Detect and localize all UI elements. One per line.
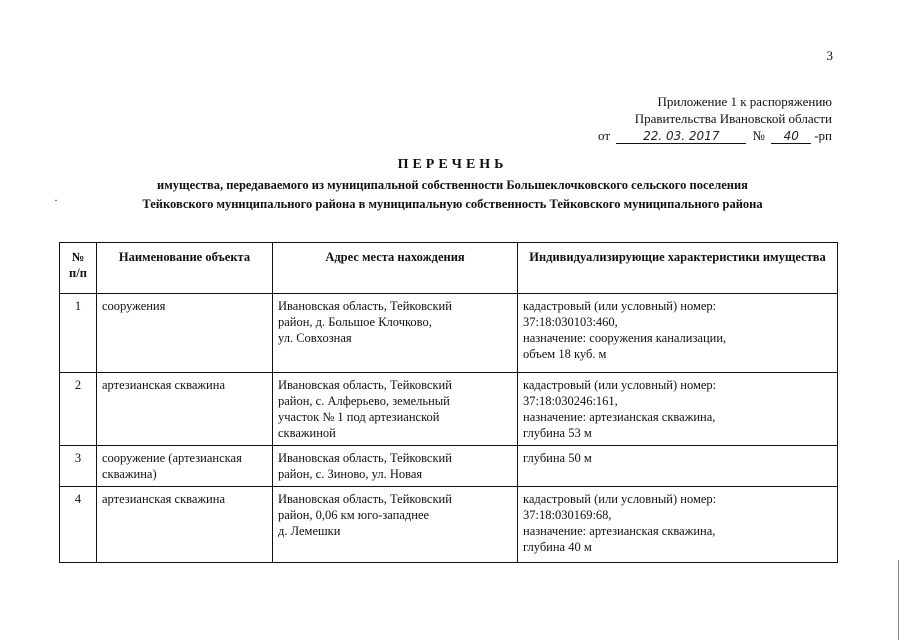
address-line: Ивановская область, Тейковский <box>278 299 452 313</box>
order-suffix: -рп <box>814 128 832 143</box>
header-characteristics: Индивидуализирующие характеристики имущества <box>518 243 838 294</box>
handwritten-number: 40 <box>771 130 811 144</box>
characteristic-line: объем 18 куб. м <box>523 347 607 361</box>
scan-dot-mark: · <box>54 193 58 207</box>
address-line: район, с. Зиново, ул. Новая <box>278 467 423 481</box>
characteristic-line: назначение: артезианская скважина, <box>523 410 716 424</box>
row-name: сооружение (артезианская скважина) <box>97 446 273 487</box>
row-characteristics <box>518 446 838 487</box>
row-address <box>273 373 518 446</box>
address-line: Ивановская область, Тейковский <box>278 451 452 465</box>
handwritten-date: 22. 03. 2017 <box>616 130 746 144</box>
characteristic-line: 37:18:030103:460, <box>523 315 618 329</box>
address-line: ул. Совхозная <box>278 331 352 345</box>
characteristic-line: назначение: артезианская скважина, <box>523 524 716 538</box>
order-reference <box>598 127 832 144</box>
address-line: Ивановская область, Тейковский <box>278 492 452 506</box>
header-num: № п/п <box>60 243 97 294</box>
row-num: 2 <box>60 373 97 446</box>
row-num: 1 <box>60 294 97 373</box>
address-line: д. Лемешки <box>278 524 341 538</box>
appendix-block <box>532 93 832 144</box>
order-prefix: от <box>598 128 611 143</box>
document-title: ПЕРЕЧЕНЬ <box>397 157 508 172</box>
table-row <box>60 373 838 446</box>
characteristic-line: 37:18:030169:68, <box>523 508 612 522</box>
address-line: район, 0,06 км юго-западнее <box>278 508 430 522</box>
table-header-row <box>60 243 838 294</box>
row-name: артезианская скважина <box>97 487 273 563</box>
row-name: сооружения <box>97 294 273 373</box>
table-row <box>60 487 838 563</box>
address-line: район, д. Большое Клочково, <box>278 315 432 329</box>
characteristic-line: кадастровый (или условный) номер: <box>523 378 717 392</box>
address-line: Ивановская область, Тейковский <box>278 378 452 392</box>
order-number-label: № <box>752 128 765 143</box>
header-name: Наименование объекта <box>97 243 273 294</box>
page-number: 3 <box>826 48 833 63</box>
document-subtitle <box>0 176 905 214</box>
row-address <box>273 446 518 487</box>
characteristic-line: кадастровый (или условный) номер: <box>523 299 717 313</box>
table-row <box>60 446 838 487</box>
characteristic-line: назначение: сооружения канализации, <box>523 331 727 345</box>
address-line: район, с. Алферьево, земельный <box>278 394 450 408</box>
address-line: участок № 1 под артезианской <box>278 410 440 424</box>
characteristic-line: глубина 53 м <box>523 426 592 440</box>
subtitle-line-2: Тейковского муниципального района в муниципальную собственность Тейковского муниципального района <box>142 197 763 211</box>
row-address <box>273 294 518 373</box>
characteristic-line: глубина 40 м <box>523 540 592 554</box>
characteristic-line: 37:18:030246:161, <box>523 394 618 408</box>
scan-edge-line <box>898 560 899 640</box>
characteristic-line: кадастровый (или условный) номер: <box>523 492 717 506</box>
appendix-line-2: Правительства Ивановской области <box>634 111 832 126</box>
row-num: 3 <box>60 446 97 487</box>
row-address <box>273 487 518 563</box>
subtitle-line-1: имущества, передаваемого из муниципальной собственности Большеклочковского сельского поселения <box>157 178 748 192</box>
row-characteristics <box>518 294 838 373</box>
address-line: скважиной <box>278 426 336 440</box>
table-row <box>60 294 838 373</box>
characteristic-line: глубина 50 м <box>523 451 592 465</box>
row-characteristics <box>518 373 838 446</box>
row-name: артезианская скважина <box>97 373 273 446</box>
appendix-line-1: Приложение 1 к распоряжению <box>657 94 832 109</box>
row-characteristics <box>518 487 838 563</box>
header-address: Адрес места нахождения <box>273 243 518 294</box>
property-table <box>59 242 838 563</box>
row-num: 4 <box>60 487 97 563</box>
